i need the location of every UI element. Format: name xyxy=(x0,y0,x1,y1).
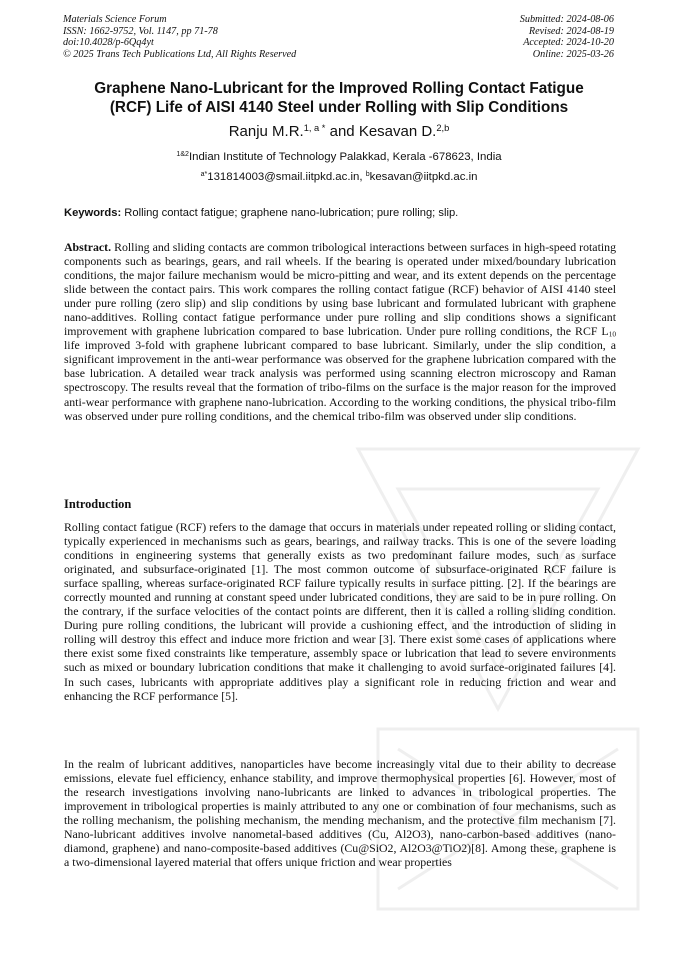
keywords-text: Rolling contact fatigue; graphene nano-lubrication; pure rolling; slip. xyxy=(121,207,459,219)
online-date: Online: 2025-03-26 xyxy=(532,48,614,60)
author-2-sup: 2,b xyxy=(436,122,450,133)
accepted-date: Accepted: 2024-10-20 xyxy=(523,37,614,49)
affiliation-text: Indian Institute of Technology Palakkad, Kerala -678623, India xyxy=(188,151,502,163)
journal-name: Materials Science Forum xyxy=(63,14,167,25)
abstract xyxy=(64,240,616,423)
author-1: Ranju M.R. xyxy=(228,123,304,140)
copyright: © 2025 Trans Tech Publications Ltd, All Rights Reserved xyxy=(63,48,297,60)
author-emails xyxy=(40,171,638,183)
email-b-sup: b xyxy=(365,171,370,179)
affiliation-sup: 1&2 xyxy=(176,151,189,159)
affiliation xyxy=(40,151,638,163)
authors xyxy=(40,123,638,140)
introduction-paragraph-1: Rolling contact fatigue (RCF) refers to the damage that occurs in materials under repeated rolling or sliding contact, typically experienced in mechanisms such as gears, bearings, and railway tracks. This is one of the severe loading conditions in engineering systems that generally exists as two predominant failure modes, such as surface originated, and subsurface-originated [1]. The most common outcome of subsurface-originated RCF failure is surface spalling, whereas surface-originated RCF failure typically results in surface pitting. [2]. If the bearings are correctly mounted and running at constant speed under lubricated conditions, they are said to be in pure rolling. On the contrary, if the surface velocities of the contact points are different, then it is called a rolling sliding condition. During pure rolling conditions, the lubricant will provide a cushioning effect, and the introduction of sliding in rolling will destroy this effect and induce more friction and wear [3]. There exist some cases of applications where there exist some fixed constraints like temperature, assembly space or lubrication that lead to severe environments such as mixed or boundary lubrication conditions that make it challenging to avoid surface-originated failures [4]. In such cases, lubricants with appropriate additives play a significant role in reducing friction and wear and enhancing the RCF performance [5]. xyxy=(64,520,616,703)
revised-date: Revised: 2024-08-19 xyxy=(528,25,614,37)
author-2: Kesavan D. xyxy=(358,123,437,140)
abstract-text-2: life improved 3-fold with graphene lubricant compared to base lubricant. Similarly, under the slip condition, a significant improvement in the anti-wear performance was observed for the graphene lubrication compared with the base lubrication. A detailed wear track analysis was performed using scanning electron microscopy and Raman spectroscopy. The results reveal that the formation of tribo-films on the surface is the major reason for the improved anti-wear performance with graphene nano-lubrication. According to the working conditions, the physical tribo-film was observed under pure rolling conditions, and the chemical tribo-film was observed under slip conditions. xyxy=(64,338,616,423)
email-b[interactable]: kesavan@iitpkd.ac.in xyxy=(369,171,478,183)
author-1-sup: 1, a * xyxy=(303,122,326,133)
keywords xyxy=(64,207,616,219)
email-a[interactable]: 131814003@smail.iitpkd.ac.in, xyxy=(207,171,366,183)
header-left xyxy=(63,14,296,60)
doi: doi:10.4028/p-6Qq4yt xyxy=(63,37,154,49)
title-line-1: Graphene Nano-Lubricant for the Improved Rolling Contact Fatigue xyxy=(94,80,584,97)
abstract-sub: 10 xyxy=(608,329,616,339)
paper-title xyxy=(40,80,638,117)
author-and: and xyxy=(325,123,359,140)
introduction-paragraph-2: In the realm of lubricant additives, nanoparticles have become increasingly vital due to their ability to decrease emissions, elevate fuel efficiency, enhance stability, and improve thermophysical properties [6]. However, most of the research investigations involving nano-lubricants are linked to advances in tribological properties. The improvement in tribological properties is mainly attributed to any one or combination of four mechanisms, such as the rolling mechanism, the polishing mechanism, the mending mechanism, and the protective film mechanism [7]. Nano-lubricant additives involve nanometal-based additives (Cu, Al2O3), nano-carbon-based additives (nano-diamond, graphene) and nano-composite-based additives (Cu@SiO2, Al2O3@TiO2)[8]. Among these, graphene is a two-dimensional layered material that offers unique friction and wear properties xyxy=(64,757,616,870)
submitted-date: Submitted: 2024-08-06 xyxy=(519,14,614,25)
introduction-heading: Introduction xyxy=(64,497,132,511)
abstract-label: Abstract. xyxy=(64,240,112,254)
abstract-text-1: Rolling and sliding contacts are common tribological interactions between surfaces in high-speed rotating components such as bearings, gears, and rail wheels. If the bearing is operated under mixed/boundary lubrication conditions, the major failure mechanism would be micro-pitting and wear, and its extent depends on the percentage slide between the contact pairs. This work compares the rolling contact fatigue (RCF) behavior of AISI 4140 steel under pure rolling (zero slip) and slip conditions by using base lubricant and formulated lubricant with graphene nano-additives. Rolling contact fatigue performance under pure rolling and slip conditions shows a significant improvement with graphene lubrication compared to base lubrication. Under pure rolling conditions, the RCF L xyxy=(64,240,616,339)
email-a-sup: a* xyxy=(200,171,208,179)
title-line-2: (RCF) Life of AISI 4140 Steel under Rolling with Slip Conditions xyxy=(109,98,569,116)
issn: ISSN: 1662-9752, Vol. 1147, pp 71-78 xyxy=(63,25,218,37)
keywords-label: Keywords: xyxy=(64,207,122,219)
header-right xyxy=(520,14,614,60)
